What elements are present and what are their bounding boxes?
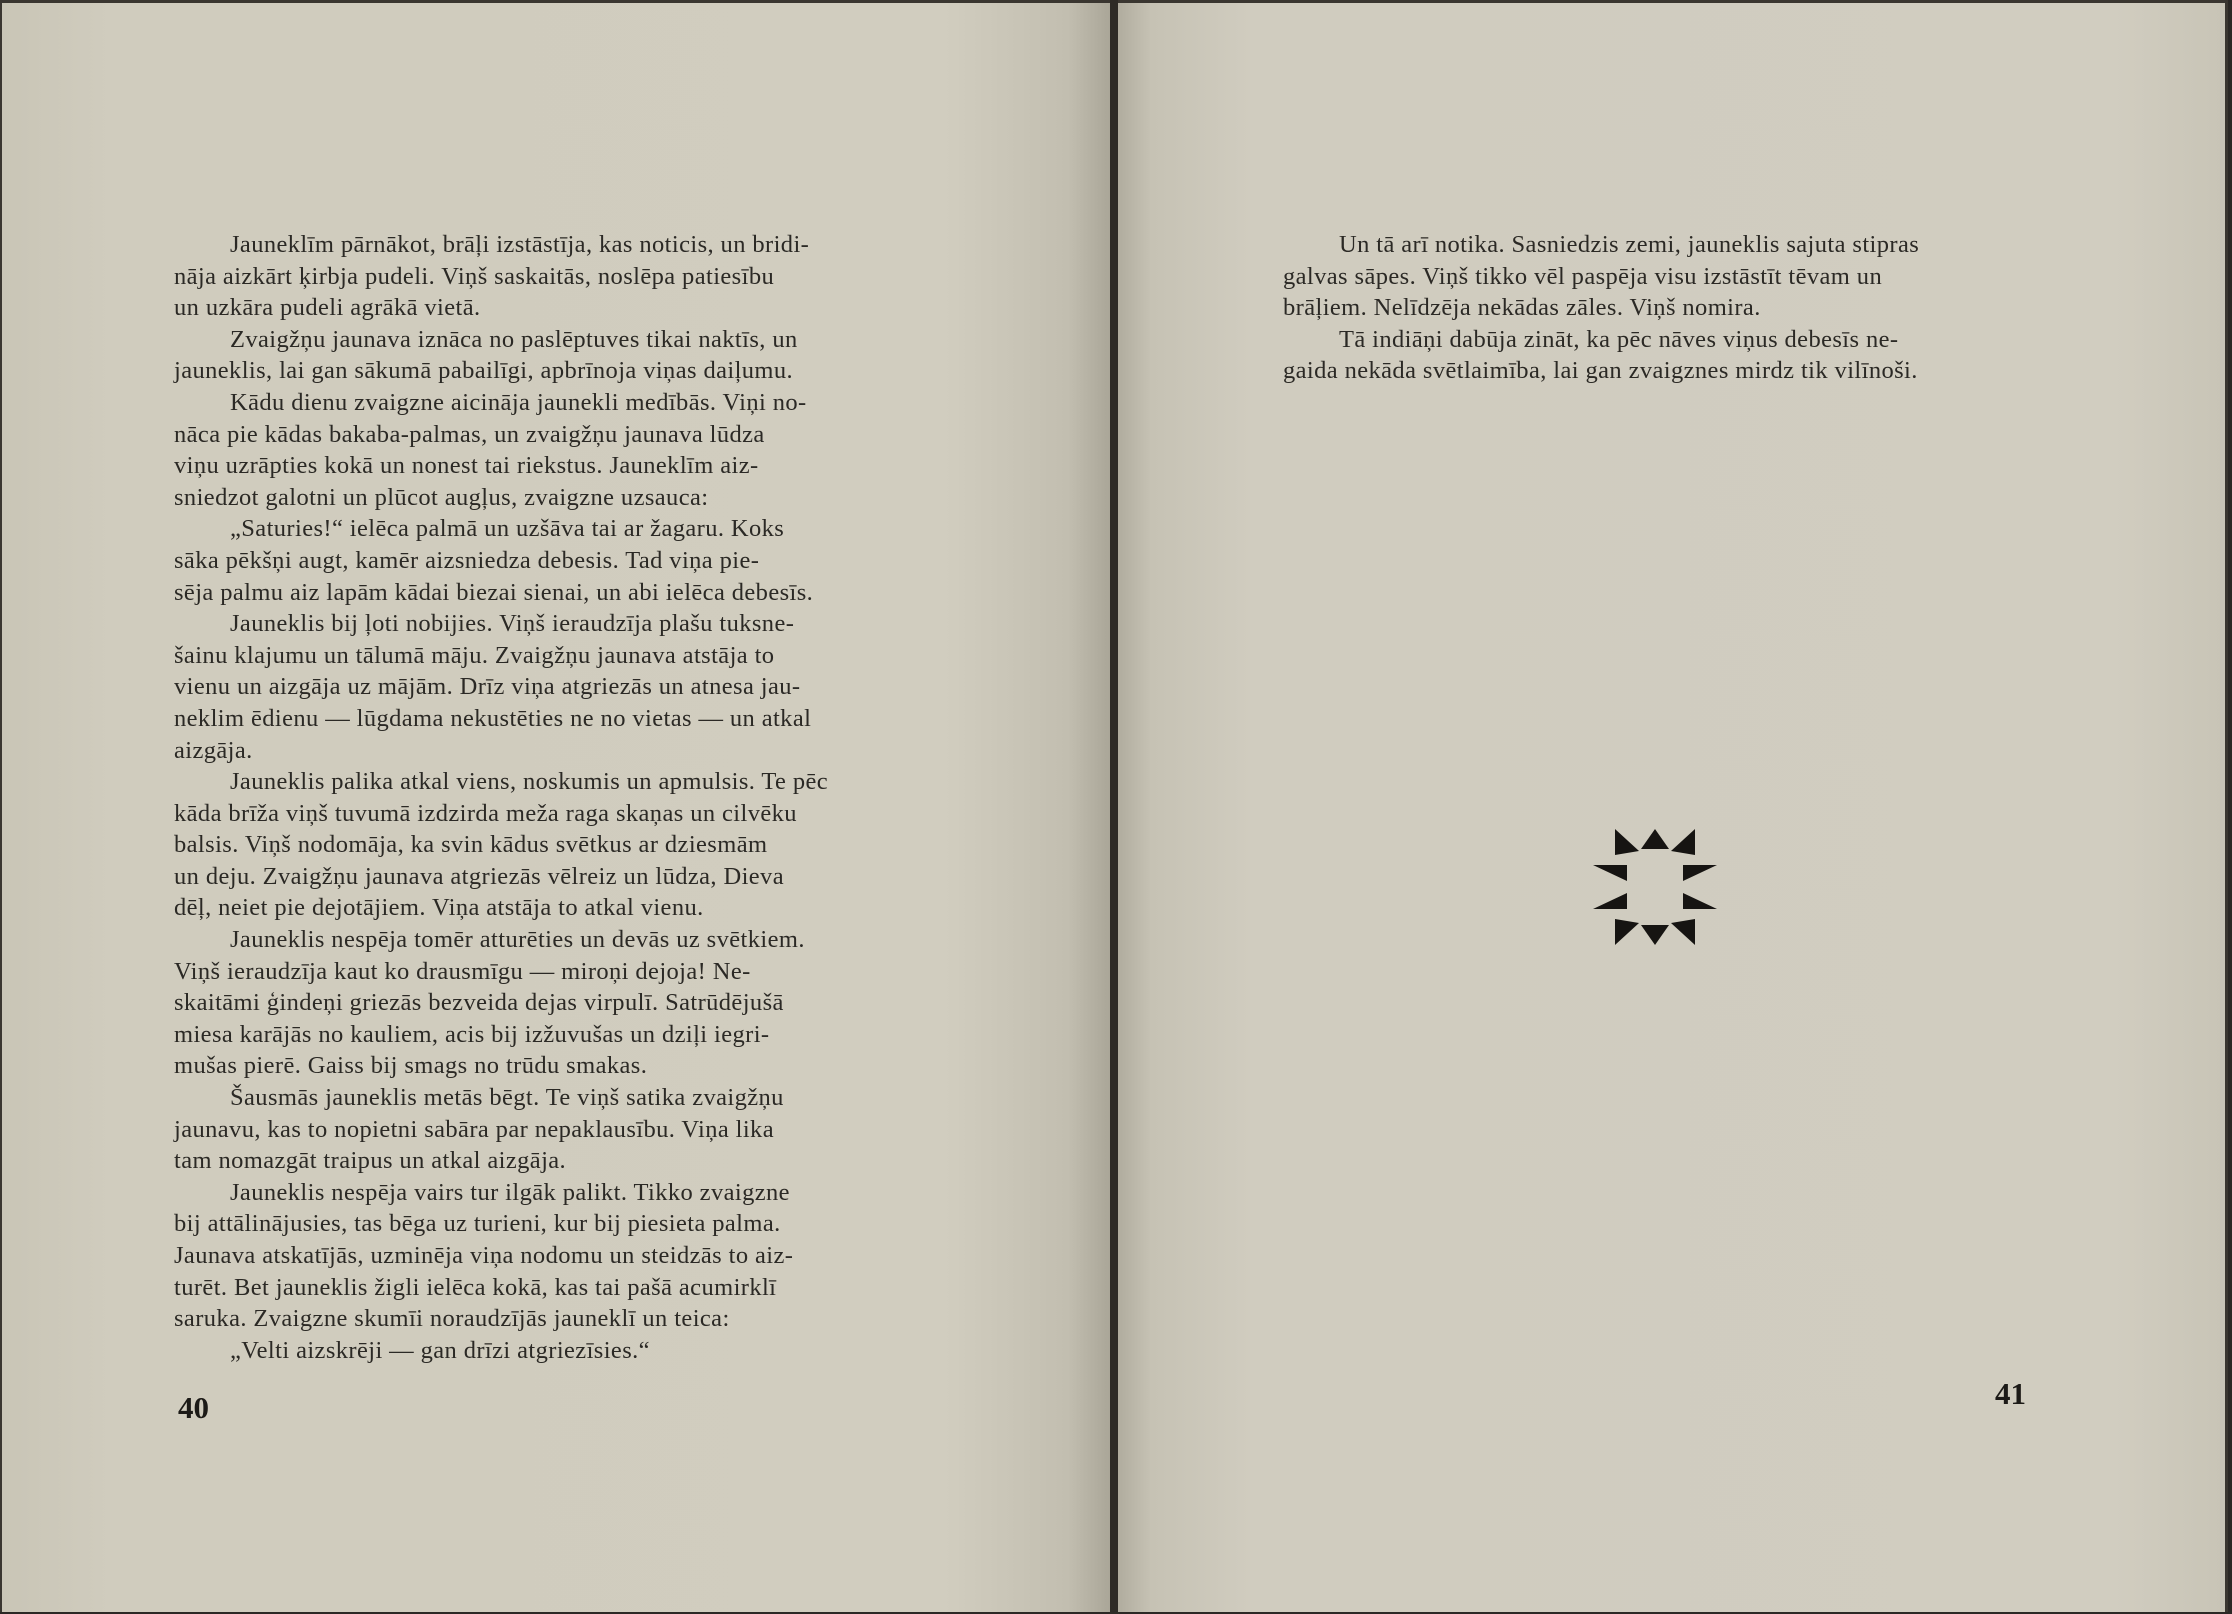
paragraph: Zvaigžņu jaunava iznāca no paslēptuves tikai naktīs, un jauneklis, lai gan sākumā pabailīgi, apbrīnoja viņas daiļumu. [174,325,798,385]
left-page [0,0,1112,1612]
star-ornament-icon [1593,825,1717,949]
right-page [1118,0,2228,1612]
page-number: 41 [1995,1376,2026,1411]
right-page-text [1283,229,2031,387]
paragraph: „Velti aizskrēji — gan drīzi atgriezīsies.“ [230,1336,650,1364]
paragraph: Jauneklīm pārnākot, brāļi izstāstīja, kas noticis, un bridi- nāja aizkārt ķirbja pudeli. Viņš saskaitās, noslēpa patiesību un uzkāra pudeli agrākā vietā. [174,231,810,322]
paragraph: Šausmās jauneklis metās bēgt. Te viņš satika zvaigžņu jaunavu, kas to nopietni sabāra par nepaklausību. Viņa lika tam nomazgāt traipus un atkal aizgāja. [174,1084,784,1175]
paragraph: Un tā arī notika. Sasniedzis zemi, jauneklis sajuta stipras galvas sāpes. Viņš tikko vēl paspēja visu izstāstīt tēvam un brāļiem. Nelīdzēja nekādas zāles. Viņš nomira. [1283,231,1920,322]
paragraph: Jauneklis nespēja tomēr atturēties un devās uz svētkiem. Viņš ieraudzīja kaut ko drausmīgu — miroņi dejoja! Ne- skaitāmi ģindeņi griezās bezveida dejas virpulī. Satrūdējušā miesa karājās no kauliem, acis bij izžuvušas un dziļi iegri- mušas pierē. Gaiss bij smags no trūdu smakas. [174,926,805,1080]
paragraph: Tā indiāņi dabūja zināt, ka pēc nāves viņus debesīs ne- gaida nekāda svētlaimība, lai gan zvaigznes mirdz tik vilīnoši. [1283,325,1918,385]
page-number: 40 [178,1390,209,1425]
paragraph: Jauneklis palika atkal viens, noskumis un apmulsis. Te pēc kāda brīža viņš tuvumā izdzirda meža raga skaņas un cilvēku balsis. Viņš nodomāja, ka svin kādus svētkus ar dziesmām un deju. Zvaigžņu jaunava atgriezās vēlreiz un lūdza, Dieva dēļ, neiet pie dejotājiem. Viņa atstāja to atkal vienu. [174,768,829,922]
paragraph: „Saturies!“ ielēca palmā un uzšāva tai ar žagaru. Koks sāka pēkšņi augt, kamēr aizsniedza debesis. Tad viņa pie- sēja palmu aiz lapām kādai biezai sienai, un abi ielēca debesīs. [174,515,814,606]
paragraph: Jauneklis nespēja vairs tur ilgāk palikt. Tikko zvaigzne bij attālinājusies, tas bēga uz turieni, kur bij piesieta palma. Jaunava atskatījās, uzminēja viņa nodomu un steidzās to aiz- turēt. Bet jauneklis žigli ielēca kokā, kas tai pašā acumirklī saruka. Zvaigzne skumīi noraudzījās jauneklī un teica: [174,1178,794,1333]
paragraph: Kādu dienu zvaigzne aicināja jaunekli medībās. Viņi no- nāca pie kādas bakaba-palmas, un zvaigžņu jaunava lūdza viņu uzrāpties kokā un nonest tai riekstus. Jauneklīm aiz- sniedzot galotni un plūcot augļus, zvaigzne uzsauca: [174,388,807,511]
left-page-text [174,229,932,1366]
paragraph: Jauneklis bij ļoti nobijies. Viņš ieraudzīja plašu tuksne- šainu klajumu un tālumā māju. Zvaigžņu jaunava atstāja to vienu un aizgāja uz mājām. Drīz viņa atgriezās un atnesa jau- neklim ēdienu — lūgdama nekustēties ne no vietas — un atkal aizgāja. [174,610,812,764]
